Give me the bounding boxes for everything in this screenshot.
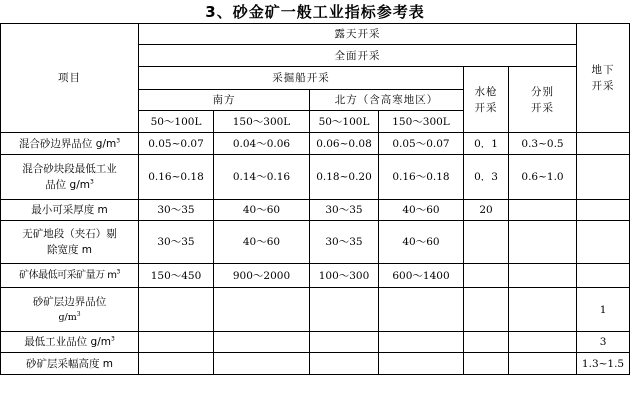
- table-cell: 0.3~0.5: [509, 133, 577, 155]
- header-separate: [509, 67, 577, 133]
- table-cell: [509, 288, 577, 332]
- unit-superscript: 3: [89, 178, 94, 186]
- table-cell: 20: [464, 200, 509, 221]
- table-cell: [379, 288, 464, 332]
- header-underground-line1: 地下: [591, 64, 615, 76]
- header-north: 北方（含高寒地区）: [310, 90, 464, 111]
- table-cell: 0.05~0.07: [139, 133, 214, 155]
- table-title: 3、砂金矿一般工业指标参考表: [205, 3, 425, 21]
- row-label-text: 矿体最低可采矿量万 m: [19, 269, 117, 281]
- table-cell: [379, 353, 464, 375]
- table-cell: 0.06~0.08: [310, 133, 379, 155]
- header-underground: [577, 24, 630, 133]
- row-label-line2: 除宽度 m: [46, 244, 93, 256]
- table-cell: [310, 353, 379, 375]
- header-separate-line2: 开采: [531, 101, 555, 114]
- table-cell: 40～60: [379, 200, 464, 221]
- table-cell: [509, 332, 577, 353]
- row-label-line2: g/m: [58, 311, 77, 323]
- table-cell: 0.16～0.18: [379, 155, 464, 200]
- header-south-range-2: 150～300L: [214, 111, 310, 133]
- unit-superscript: 3: [116, 137, 121, 144]
- header-dredge: 采掘船开采: [139, 67, 464, 90]
- header-item: 项目: [1, 24, 139, 133]
- unit-superscript: 3: [110, 335, 115, 343]
- table-cell: [310, 332, 379, 353]
- table-row: [1, 200, 630, 221]
- table-row: [1, 155, 630, 200]
- row-label-line1: 混合砂块段最低工业: [22, 163, 117, 175]
- table-cell: [310, 288, 379, 332]
- table-cell: [464, 353, 509, 375]
- row-label-line1: 无矿地段（夹石）剔: [22, 228, 117, 240]
- header-north-range-1: 50～100L: [310, 111, 379, 133]
- header-water-gun-line2: 开采: [474, 101, 498, 114]
- table-cell: [139, 288, 214, 332]
- table-row: [1, 264, 630, 288]
- table-cell: 0.05～0.07: [379, 133, 464, 155]
- table-cell: [379, 332, 464, 353]
- table-cell: 0.04～0.06: [214, 133, 310, 155]
- table-cell: [464, 264, 509, 288]
- row-label: 最小可采厚度 m: [1, 200, 139, 221]
- table-cell: 900～2000: [214, 264, 310, 288]
- row-label-text: 混合砂边界品位 g/m: [18, 137, 117, 150]
- row-label-line2: 品位 g/m: [45, 179, 90, 191]
- table-row: [1, 133, 630, 155]
- table-cell: 0.16~0.18: [139, 155, 214, 200]
- table-cell: 0.18~0.20: [310, 155, 379, 200]
- header-north-range-2: 150～300L: [379, 111, 464, 133]
- table-cell: 150～450: [139, 264, 214, 288]
- table-cell: [577, 221, 630, 264]
- table-cell: 100～300: [310, 264, 379, 288]
- header-south: 南方: [139, 90, 310, 111]
- table-row: [1, 332, 630, 353]
- table-cell: 30～35: [139, 221, 214, 264]
- row-label: 砂矿层采幅高度 m: [1, 353, 139, 375]
- table-cell: [577, 264, 630, 288]
- unit-superscript: 3: [76, 310, 81, 318]
- header-full-open: 全面开采: [139, 45, 577, 67]
- table-row: [1, 288, 630, 332]
- table-row: [1, 353, 630, 375]
- header-separate-line1: 分别: [531, 85, 555, 98]
- table-cell: 0．1: [464, 133, 509, 155]
- table-cell: [139, 332, 214, 353]
- table-cell: 30～35: [139, 200, 214, 221]
- table-cell: 0．3: [464, 155, 509, 200]
- header-open-pit: 露天开采: [139, 24, 577, 45]
- table-cell: 40～60: [214, 221, 310, 264]
- header-row-1: [1, 24, 630, 45]
- table-cell: 0.14～0.16: [214, 155, 310, 200]
- table-cell: [139, 353, 214, 375]
- table-cell: [509, 221, 577, 264]
- table-cell: [464, 332, 509, 353]
- reference-table: [0, 23, 630, 375]
- table-cell: [509, 264, 577, 288]
- unit-superscript: 3: [116, 268, 120, 276]
- table-cell: 40～60: [214, 200, 310, 221]
- table-row: [1, 221, 630, 264]
- table-cell: [464, 288, 509, 332]
- table-cell: [214, 353, 310, 375]
- table-cell: [214, 288, 310, 332]
- header-water-gun: [464, 67, 509, 133]
- table-cell: 40～60: [379, 221, 464, 264]
- table-cell: 1.3~1.5: [577, 353, 630, 375]
- row-label: [1, 221, 139, 264]
- table-cell: 3: [577, 332, 630, 353]
- row-label-line1: 砂矿层边界品位: [32, 295, 107, 308]
- table-cell: 1: [577, 288, 630, 332]
- table-cell: 30～35: [310, 221, 379, 264]
- header-underground-line2: 开采: [591, 80, 615, 92]
- row-label: [1, 155, 139, 200]
- table-cell: 0.6~1.0: [509, 155, 577, 200]
- header-water-gun-line1: 水枪: [474, 85, 498, 98]
- table-cell: [577, 155, 630, 200]
- table-cell: [214, 332, 310, 353]
- row-label: [1, 133, 139, 155]
- table-cell: 30～35: [310, 200, 379, 221]
- row-label: [1, 264, 139, 288]
- row-label: [1, 288, 139, 332]
- table-cell: [509, 200, 577, 221]
- row-label: [1, 332, 139, 353]
- table-cell: [577, 200, 630, 221]
- table-cell: [509, 353, 577, 375]
- row-label-text: 最低工业品位 g/m: [24, 336, 111, 348]
- header-south-range-1: 50～100L: [139, 111, 214, 133]
- table-cell: [577, 133, 630, 155]
- table-cell: 600～1400: [379, 264, 464, 288]
- table-cell: [464, 221, 509, 264]
